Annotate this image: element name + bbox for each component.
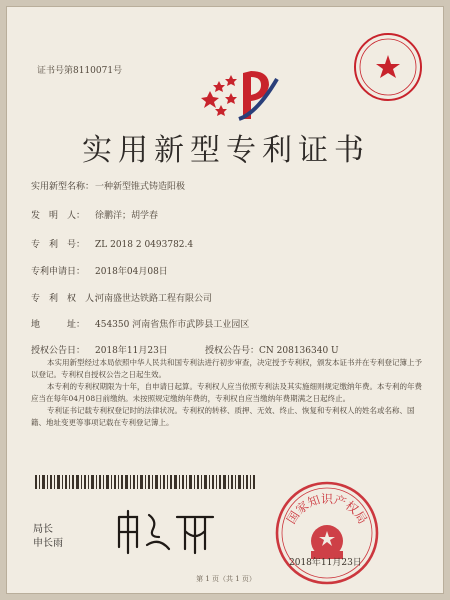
field-value: 454350 河南省焦作市武陟县工业园区 (95, 320, 250, 330)
signature-icon (113, 507, 223, 557)
field-value: 徐鹏洋；胡学春 (95, 211, 159, 221)
field-patentee (31, 291, 212, 304)
field-value: ZL 2018 2 0493782.4 (95, 240, 194, 250)
barcode-icon (35, 475, 255, 489)
field-label: 专利申请日： (31, 267, 86, 277)
patent-office-logo-icon (199, 63, 285, 123)
field-label: 实用新型名称： (31, 182, 95, 192)
body-paragraph: 本专利的专利权期限为十年，自申请日起算。专利权人应当依照专利法及其实施细则规定缴纳年费。本专利的年费应当在每年04月08日前缴纳。未按照规定缴纳年费的，专利权自应当缴纳年费期满之日起终止。 (31, 382, 422, 403)
certificate-body (31, 357, 423, 429)
body-paragraph: 专利证书记载专利权登记时的法律状况。专利权的转移、质押、无效、终止、恢复和专利权人的姓名或名称、国籍、地址变更等事项记载在专利登记簿上。 (31, 406, 415, 427)
field-application-date (31, 264, 168, 277)
field-label: 地 址： (31, 320, 86, 330)
field-inventors (31, 208, 158, 221)
national-ip-office-seal-icon (273, 479, 381, 587)
field-label: 专 利 号： (31, 240, 86, 250)
field-label-2: 授权公告号： (205, 346, 260, 356)
field-value: 2018年11月23日 (95, 346, 168, 356)
field-label: 授权公告日： (31, 346, 86, 356)
field-patent-number (31, 237, 193, 250)
field-address (31, 317, 249, 330)
top-seal-icon (352, 31, 424, 103)
issue-date: 2018年11月23日 (289, 558, 362, 568)
field-utility-model-name (31, 179, 185, 192)
field-value-2: CN 208136340 U (259, 346, 339, 356)
certificate-sheet (6, 6, 444, 594)
seal-text: 国家知识产权局 (284, 492, 370, 527)
field-value: 河南盛世达铁路工程有限公司 (95, 294, 213, 304)
director-title: 局长 (33, 524, 53, 535)
certificate-number: 证书号第8110071号 (37, 66, 123, 76)
field-grant-date (31, 343, 339, 356)
director-name: 申长雨 (33, 538, 63, 549)
field-label: 专 利 权 人： (31, 294, 104, 304)
body-paragraph: 本实用新型经过本局依照中华人民共和国专利法进行初步审查，决定授予专利权，颁发本证书并在专利登记簿上予以登记。专利权自授权公告之日起生效。 (31, 358, 422, 379)
certificate-title: 实用新型专利证书 (82, 133, 370, 168)
field-label: 发 明 人： (31, 211, 86, 221)
field-value: 一种新型锥式铸造阳极 (95, 182, 186, 192)
page-number: 第 1 页（共 1 页） (196, 575, 256, 583)
field-value: 2018年04月08日 (95, 267, 168, 277)
